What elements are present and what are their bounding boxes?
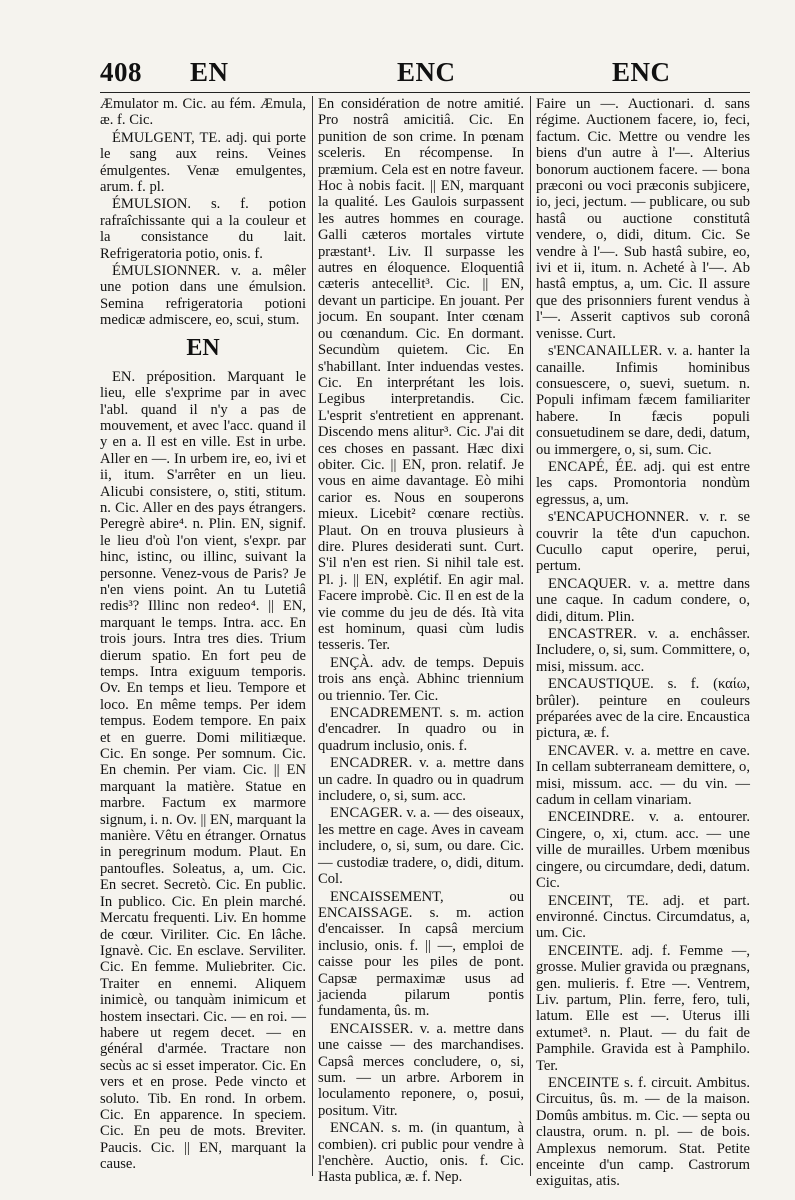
section-heading-en: EN <box>186 334 220 361</box>
header-rule <box>100 92 750 93</box>
entry-encadrement: ENCADREMENT. s. m. action d'encadrer. In quadro ou in quadrum inclusio, onis. f. <box>318 705 524 754</box>
running-header <box>0 56 795 88</box>
entry-encaver: ENCAVER. v. a. mettre en cave. In cellam subterraneam demittere, o, misi, missum. acc. — du vin. — cadum in cellam vinariam. <box>536 742 750 809</box>
entry-emulgent: ÉMULGENT, TE. adj. qui porte le sang aux reins. Veines émulgentes. Venæ emulgentes, arum. f. pl. <box>100 129 306 196</box>
entry-encape: ENCAPÉ, ÉE. adj. qui est entre les caps. Promontoria nondùm egressus, a, um. <box>536 458 750 508</box>
entry-enceinte-noun: ENCEINTE s. f. circuit. Ambitus. Circuitus, ûs. m. — de la maison. Domûs ambitus. m. Cic. — septa ou claustra, orum. n. pl. — de bois. Amplexus nemorum. Stat. Petite enceinte d'un camp. Castrorum exiguitas, atis. <box>536 1074 750 1190</box>
column-divider-2 <box>530 96 531 1176</box>
guide-word-center: ENC <box>397 57 456 87</box>
entry-enceinte-adj: ENCEINTE. adj. f. Femme —, grosse. Mulier gravida ou prægnans, gen. mulieris. f. Etre —. Ventrem, Liv. partum, Plin. ferre, fero, tuli, latum. Elle est —. Uterus illi extumet³. n. Plaut. — du fait de Pamphile. Gravida est à Pamphilo. Ter. <box>536 942 750 1074</box>
entry-encager: ENCAGER. v. a. — des oiseaux, les mettre en cage. Aves in caveam includere, o, si, sum, ou dare. Cic. — custodiæ tradere, o, didi, ditum. Col. <box>318 805 524 888</box>
entry-encadrer: ENCADRER. v. a. mettre dans un cadre. In quadro ou in quadrum includere, o, si, sum. acc. <box>318 755 524 805</box>
entry-encaustique: ENCAUSTIQUE. s. f. (καίω, brûler). peinture en couleurs préparées avec de la cire. Encaustica pictura, æ. f. <box>536 676 750 742</box>
entry-enceint: ENCEINT, TE. adj. et part. environné. Cinctus. Circumdatus, a, um. Cic. <box>536 892 750 942</box>
entry-emulator: Æmulator m. Cic. au fém. Æmula, æ. f. Cic. <box>100 96 306 129</box>
entry-enca: ENÇÀ. adv. de temps. Depuis trois ans ençà. Abhinc triennium ou triennio. Ter. Cic. <box>318 654 524 704</box>
entry-encanailler: s'ENCANAILLER. v. a. hanter la canaille. Infimis hominibus consuescere, o, suevi, suetum. n. Populi infimam fæcem familiariter habere. In fæcis populi consuetudinem se dare, dedi, datum, ou immergere, o, si, sum. Cic. <box>536 343 750 458</box>
entry-encan-continued: Faire un —. Auctionari. d. sans régime. Auctionem facere, io, feci, factum. Cic. Mettre ou vendre les biens d'un autre à l'—. Alterius bonorum auctionem facere. — bona præconi ou voci præconis subjicere, io, jeci, jectum. — publicare, ou sub hastâ ou auctione constitutâ vendere, o, didi, ditum. Cic. Se vendre à l'—. Sub hastâ subire, eo, ivi et ii, itum. n. Acheté à l'—. Ab hastâ emptus, a, um. Cic. Il assure que des prisonniers furent vendus à l'—. Asserit captivos sub coronâ venisse. Curt. <box>536 96 750 342</box>
entry-encapuchonner: s'ENCAPUCHONNER. v. r. se couvrir la tête d'un capuchon. Cucullo caput operire, perui, pertum. <box>536 509 750 575</box>
guide-word-right: ENC <box>612 57 671 87</box>
column-divider-1 <box>312 96 313 1176</box>
entry-en-preposition: EN. préposition. Marquant le lieu, elle s'exprime par in avec l'abl. quand il n'y a pas de mouvement, et avec l'acc. quand il y en a. Il est en ville. Est in urbe. Aller en —. In urbem ire, eo, ivi et ii, itum. S'arrêter en un lieu. Alicubi consistere, o, stiti, stitum. n. Cic. Aller en des pays étrangers. Peregrè abire⁴. n. Plin. EN, signif. le lieu d'où l'on vient, s'expr. par hinc, istinc, ou illinc, suivant la personne. Venez-vous de Paris? Je n'en viens point. An tu Lutetiâ redis³? Illinc non redeo⁴. || EN, marquant le temps. Intra. acc. En trois jours. Intra tres dies. Trium dierum spatio. En fort peu de temps. Intra exiguum temporis. Ov. En temps et lieu. Tempore et loco. En même temps. Per idem tempus. Eodem tempore. En paix et en guerre. Domi militiæque. Cic. En songe. Per somnum. Cic. En chemin. Per viam. Cic. || EN marquant la matière. Statue en marbre. Factum ex marmore signum, i. n. Ov. || EN, marquant la manière. Vêtu en étranger. Ornatus in peregrinum modum. Plaut. En pantoufles. Soleatus, a, um. Cic. En secret. Secretò. Cic. En public. In publico. Cic. En plein marché. Mercatu frequenti. Liv. En homme de cœur. Viriliter. Cic. En lâche. Ignavè. Cic. En esclave. Serviliter. Cic. En femme. Muliebriter. Cic. Traiter en ennemi. Aliquem inimicè, ou tanquàm inimicum et hostem insectari. Cic. — en roi. — habere ut regem decet. — en général d'armée. Tractare non secùs ac si esset imperator. Cic. En vers et en prose. Pede vincto et soluto. Tib. En rond. In orbem. Cic. En apparence. In speciem. Cic. En peu de mots. Breviter. Paucis. Cic. || EN, marquant la cause. <box>100 368 306 1173</box>
entry-encaisser: ENCAISSER. v. a. mettre dans une caisse — des marchandises. Capsâ merces concludere, o, si, sum. — un arbre. Arborem in loculamento reponere, o, posui, positum. Vitr. <box>318 1020 524 1119</box>
entry-encastrer: ENCASTRER. v. a. enchâsser. Includere, o, si, sum. Committere, o, misi, missum. acc. <box>536 626 750 675</box>
column-middle <box>318 96 524 1186</box>
column-right <box>536 96 750 1190</box>
page-number: 408 <box>100 57 142 87</box>
column-left <box>100 96 306 1176</box>
entry-en-continued: En considération de notre amitié. Pro nostrâ amicitiâ. Cic. En punition de son crime. In pœnam sceleris. En récompense. In præmium. Cela est en notre faveur. Hoc à nobis facit. || EN, marquant la qualité. Les Gaulois surpassent les autres hommes en courage. Galli cæteros mortales virtute præstant¹. Liv. Il surpasse les autres en éloquence. Eloquentiâ cæteris antecellit³. Cic. || EN, devant un participe. En jouant. Per jocum. En soupant. Inter cœnam ou cœnandum. Cic. En dormant. Secundùm quietem. Cic. En s'habillant. Inter induendas vestes. Cic. En interprétant les lois. Legibus interpretandis. Cic. L'esprit s'entretient en apprenant. Discendo mens alitur³. Cic. J'ai dit ces choses en passant. Hæc dixi obiter. Cic. || EN, pron. relatif. Je vous en aime davantage. Eò mihi carior es. Nous en souperons mieux. Licebit² cœnare rectiùs. Plaut. On en trouva plusieurs à dire. Plures desiderati sunt. Curt. S'il n'en est rien. Si nihil tale est. Pl. j. || EN, explétif. En agir mal. Facere improbè. Cic. Il en est de la vie comme du jeu de dés. Ità vita est hominum, quasi cùm ludis tesseris. Ter. <box>318 96 524 654</box>
entry-encaquer: ENCAQUER. v. a. mettre dans une caque. In cadum condere, o, didi, ditum. Plin. <box>536 575 750 625</box>
entry-emulsion: ÉMULSION. s. f. potion rafraîchissante qui a la couleur et la consistance du lait. Refrigeratoria potio, onis. f. <box>100 196 306 262</box>
entry-emulsionner: ÉMULSIONNER. v. a. mêler une potion dans une émulsion. Semina refrigeratoria potioni medicæ admiscere, eo, scui, stum. <box>100 263 306 329</box>
entry-encan: ENCAN. s. m. (in quantum, à combien). cri public pour vendre à l'enchère. Auctio, onis. f. Cic. Hasta publica, æ. f. Nep. <box>318 1120 524 1186</box>
entry-enceindre: ENCEINDRE. v. a. entourer. Cingere, o, xi, ctum. acc. — une ville de murailles. Urbem mœnibus cingere, ou circumdare, dedi, datum. Cic. <box>536 809 750 892</box>
guide-word-left: EN <box>190 57 229 87</box>
entry-encaissement: ENCAISSEMENT, ou ENCAISSAGE. s. m. action d'encaisser. In capsâ mercium inclusio, onis. f. || —, emploi de caisse pour les piles de pont. Capsæ permaximæ usus ad jacienda pilarum pontis fundamenta, ûs. m. <box>318 888 524 1020</box>
